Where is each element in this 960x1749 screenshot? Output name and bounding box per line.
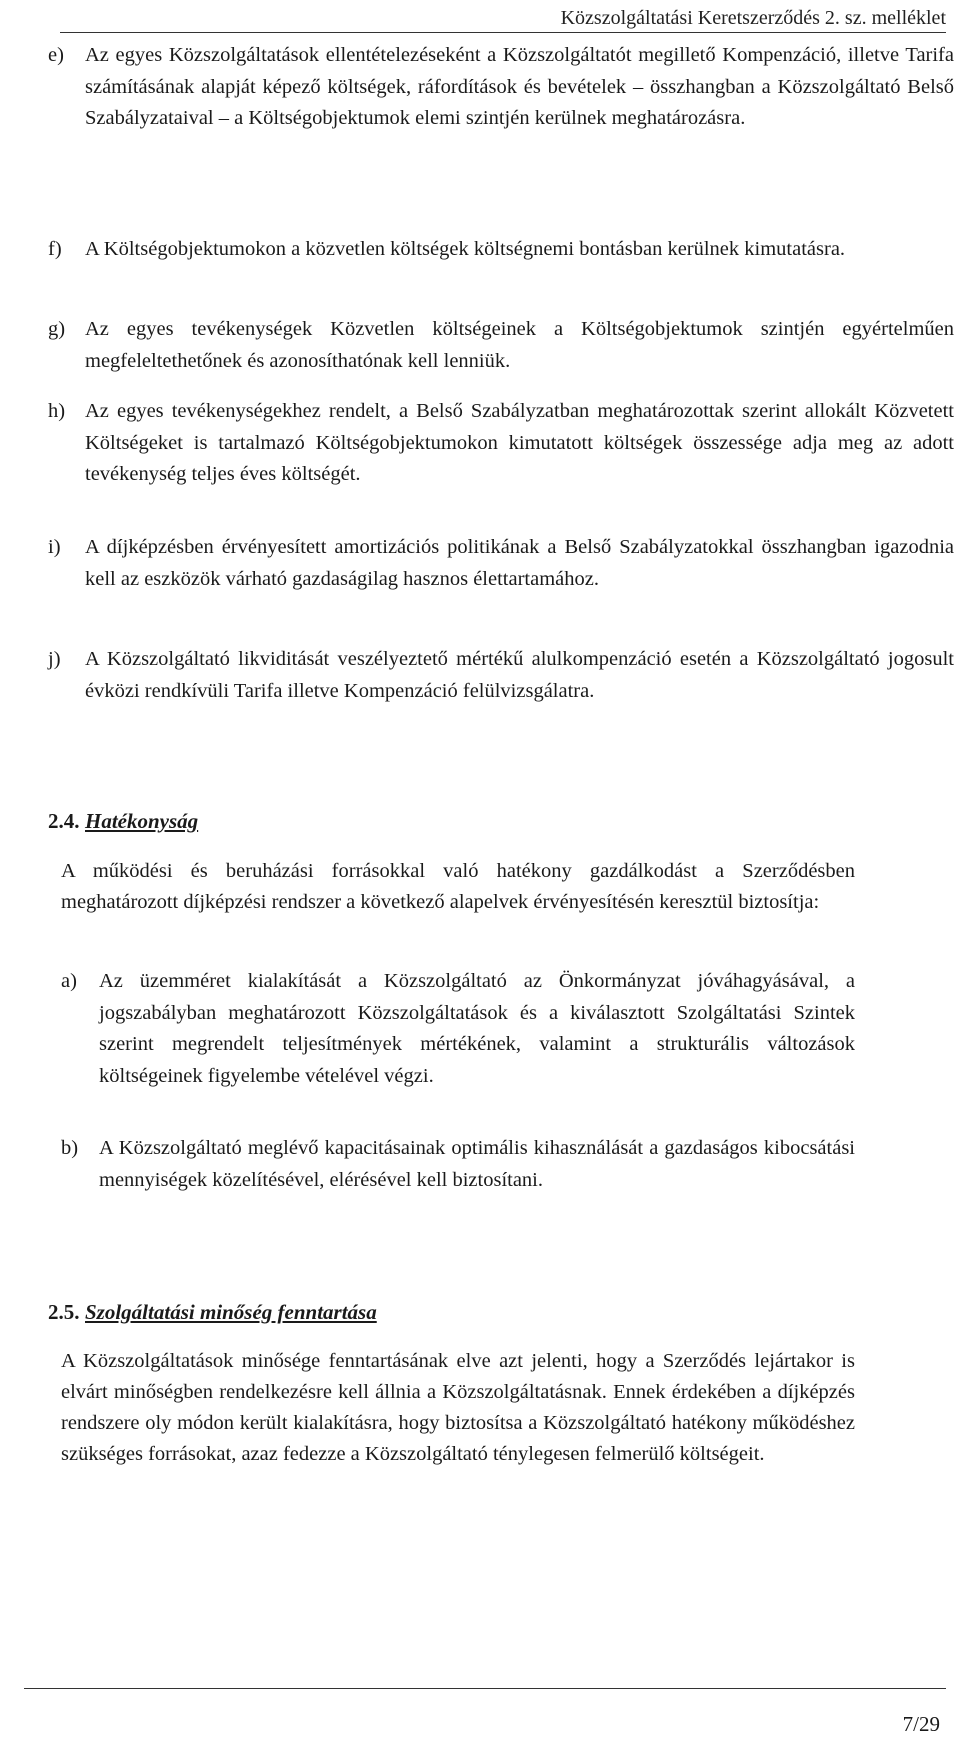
footer-divider [24,1688,946,1689]
list-item-text: Az üzemméret kialakítását a Közszolgáltató az Önkormányzat jóváhagyásával, a jogszabályban meghatározott Közszolgáltatások és a kiválasztott Szolgáltatási Szintek szerint megrendelt teljesítmények mértékének, valamint a strukturális változások költségeinek figyelembe vételével végzi. [99,970,855,1087]
list-item-text: A Közszolgáltató likviditását veszélyeztető mértékű alulkompenzáció esetén a Közszolgáltató jogosult évközi rendkívüli Tarifa illetve Kompenzáció felülvizsgálatra. [85,648,954,702]
list-marker: f) [48,238,62,260]
list-item-text: Az egyes tevékenységekhez rendelt, a Belső Szabályzatban meghatározottak szerint allokált Közvetett Költségeket is tartalmazó Költségobjektumokon kimutatott költségek összessége adja meg az adott tevékenység teljes éves költségét. [85,400,954,485]
list-item-g [24,314,954,377]
list-item-j [24,644,954,707]
list-marker: e) [48,44,64,66]
page-header-title: Közszolgáltatási Keretszerződés 2. sz. melléklet [560,7,946,29]
page-number: 7/29 [902,1712,940,1736]
list-item-e [24,40,954,135]
list-marker: j) [48,648,61,670]
section-number: 2.5. [48,1300,80,1324]
section-2-4-intro: A működési és beruházási forrásokkal való hatékony gazdálkodást a Szerződésben meghatározott díjképzési rendszer a következő alapelvek érvényesítésén keresztül biztosítja: [61,860,855,913]
list-marker: i) [48,536,61,558]
list-item-text: A díjképzésben érvényesített amortizációs politikának a Belső Szabályzatokkal összhangban igazodnia kell az eszközök várható gazdaságilag hasznos élettartamához. [85,536,954,590]
section-title: Szolgáltatási minőség fenntartása [85,1300,377,1324]
list-item-i [24,532,954,595]
section-title: Hatékonyság [85,809,199,833]
list-marker: a) [61,970,77,992]
list-marker: g) [48,318,66,340]
list-item-text: A Költségobjektumokon a közvetlen költségek költségnemi bontásban kerülnek kimutatásra. [85,238,846,260]
list-item-text: Az egyes Közszolgáltatások ellentételezéseként a Közszolgáltatót megillető Kompenzáció, illetve Tarifa számításának alapját képező költségek, ráfordítások és bevételek – összhangban a Közszolgáltató Belső Szabályzataival – a Költségobjektumok elemi szintjén kerülnek meghatározásra. [85,44,954,129]
list-item-f [24,234,954,266]
list-item-text: A Közszolgáltató meglévő kapacitásainak optimális kihasználását a gazdaságos kibocsátási mennyiségek közelítésével, elérésével kell biztosítani. [99,1137,855,1191]
header-divider [60,32,946,33]
list-item-text: Az egyes tevékenységek Közvetlen költségeinek a Költségobjektumok szintjén egyértelműen megfeleltethetőnek és azonosíthatónak kell lenniük. [85,318,954,372]
section-2-4-item-b [61,1133,855,1196]
list-marker: b) [61,1137,79,1159]
list-item-h [24,396,954,491]
section-2-4-item-a [61,966,855,1092]
list-marker: h) [48,400,66,422]
section-number: 2.4. [48,809,80,833]
section-2-5-text: A Közszolgáltatások minősége fenntartásának elve azt jelenti, hogy a Szerződés lejártakor is elvárt minőségben rendelkezésre kell állnia a Közszolgáltatásnak. Ennek érdekében a díjképzés rendszere oly módon került kialakításra, hogy biztosítsa a Közszolgáltató hatékony működéshez szükséges forrásokat, azaz fedezze a Közszolgáltató ténylegesen felmerülő költségeit. [61,1350,855,1465]
